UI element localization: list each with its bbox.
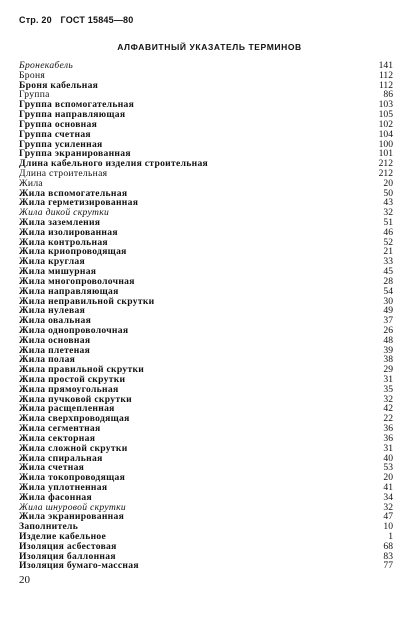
entry-page: 36 xyxy=(383,423,393,435)
entry-page: 212 xyxy=(378,158,393,170)
entry-page: 112 xyxy=(378,79,393,91)
entry-page: 33 xyxy=(383,256,393,268)
entry-page: 41 xyxy=(383,481,393,493)
entry-page: 28 xyxy=(383,275,393,287)
entry-page: 46 xyxy=(383,226,393,238)
entry-page: 32 xyxy=(383,393,393,405)
entry-page: 49 xyxy=(383,305,393,317)
entry-page: 50 xyxy=(383,187,393,199)
entry-page: 20 xyxy=(383,177,393,189)
entry-page: 22 xyxy=(383,413,393,425)
entry-page: 48 xyxy=(383,334,393,346)
entry-term: Жила простой скрутки xyxy=(19,374,126,385)
entry-page: 101 xyxy=(378,148,393,160)
entry-page: 45 xyxy=(383,266,393,278)
entry-term: Изоляция асбестовая xyxy=(19,540,117,552)
entry-page: 212 xyxy=(378,167,393,179)
entry-term: Длина кабельного изделия строительная xyxy=(19,158,209,170)
entry-page: 52 xyxy=(383,236,393,248)
entry-term: Жила уплотненная xyxy=(19,481,108,493)
entry-page: 43 xyxy=(383,197,393,209)
entry-page: 141 xyxy=(378,60,393,71)
entry-term: Группа направляющая xyxy=(19,109,126,121)
entry-term: Жила xyxy=(19,177,43,189)
entry-term: Жила расщепленная xyxy=(19,403,115,415)
entry-term: Длина строительная xyxy=(19,167,108,179)
entry-page: 31 xyxy=(383,374,393,385)
index-entry xyxy=(19,561,393,571)
entry-page: 83 xyxy=(383,550,393,562)
entry-page: 102 xyxy=(378,118,393,130)
entry-term: Жила сверхпроводящая xyxy=(19,413,130,425)
index-entry xyxy=(19,61,393,71)
index-entry xyxy=(19,346,393,356)
entry-term: Группа экранированная xyxy=(19,148,131,160)
entry-term: Жила правильной скрутки xyxy=(19,364,145,376)
entry-term: Группа вспомогательная xyxy=(19,99,135,111)
entry-term: Жила вспомогательная xyxy=(19,187,128,199)
entry-page: 47 xyxy=(383,511,393,523)
entry-term: Жила криопроводящая xyxy=(19,246,127,258)
entry-term: Жила контрольная xyxy=(19,236,108,248)
index-entry xyxy=(19,81,393,91)
entry-term: Жила основная xyxy=(19,334,91,346)
entry-term: Жила мишурная xyxy=(19,266,97,278)
entry-page: 37 xyxy=(383,315,393,327)
page-number: 20 xyxy=(19,574,30,586)
entry-term: Жила дикой скрутки xyxy=(19,207,110,219)
entry-page: 32 xyxy=(383,207,393,219)
entry-page: 20 xyxy=(383,472,393,484)
entry-page: 39 xyxy=(383,344,393,356)
page-prefix: Стр. 20 xyxy=(19,15,52,25)
term-index-list xyxy=(19,61,393,571)
entry-page: 68 xyxy=(383,540,393,552)
entry-term: Жила шнуровой скрутки xyxy=(19,501,127,513)
entry-term: Жила сложной скрутки xyxy=(19,442,128,454)
entry-term: Жила овальная xyxy=(19,315,92,327)
entry-term: Жила фасонная xyxy=(19,491,93,503)
entry-term: Группа счетная xyxy=(19,128,91,140)
entry-page: 53 xyxy=(383,462,393,474)
entry-page: 21 xyxy=(383,246,393,258)
entry-term: Жила секторная xyxy=(19,432,96,444)
entry-page: 112 xyxy=(378,69,393,81)
entry-term: Заполнитель xyxy=(19,521,79,533)
entry-page: 29 xyxy=(383,364,393,376)
entry-term: Жила многопроволочная xyxy=(19,275,135,287)
entry-term: Изоляция бумаго-массная xyxy=(19,560,139,572)
entry-term: Жила спиральная xyxy=(19,452,103,464)
entry-term: Группа xyxy=(19,89,50,101)
standard-code: ГОСТ 15845—80 xyxy=(60,15,134,25)
entry-term: Жила токопроводящая xyxy=(19,472,126,484)
entry-term: Жила неправильной скрутки xyxy=(19,295,155,307)
entry-page: 40 xyxy=(383,452,393,464)
entry-term: Группа усиленная xyxy=(19,138,103,150)
entry-page: 38 xyxy=(383,354,393,366)
entry-term: Жила герметизированная xyxy=(19,197,139,209)
entry-term: Жила направляющая xyxy=(19,285,119,297)
entry-term: Изоляция баллонная xyxy=(19,550,116,562)
entry-term: Жила полая xyxy=(19,354,76,366)
entry-page: 77 xyxy=(383,560,393,572)
entry-term: Изделие кабельное xyxy=(19,531,107,542)
entry-term: Жила изолированная xyxy=(19,226,118,238)
index-entry xyxy=(19,169,393,179)
entry-term: Жила однопроволочная xyxy=(19,324,129,336)
entry-page: 30 xyxy=(383,295,393,307)
entry-page: 32 xyxy=(383,501,393,513)
entry-term: Жила экранированная xyxy=(19,511,125,523)
entry-term: Группа основная xyxy=(19,118,98,130)
entry-term: Жила плетеная xyxy=(19,344,91,356)
entry-term: Жила сегментная xyxy=(19,423,101,435)
entry-page: 100 xyxy=(378,138,393,150)
entry-page: 31 xyxy=(383,442,393,454)
entry-page: 103 xyxy=(378,99,393,111)
entry-term: Жила пучковой скрутки xyxy=(19,393,132,405)
entry-page: 54 xyxy=(383,285,393,297)
entry-term: Жила круглая xyxy=(19,256,85,268)
entry-term: Жила прямоугольная xyxy=(19,383,119,395)
entry-term: Броня xyxy=(19,69,46,81)
entry-page: 104 xyxy=(378,128,393,140)
entry-page: 10 xyxy=(383,521,393,533)
index-title: АЛФАВИТНЫЙ УКАЗАТЕЛЬ ТЕРМИНОВ xyxy=(117,42,302,52)
entry-page: 105 xyxy=(378,109,393,121)
entry-page: 36 xyxy=(383,432,393,444)
entry-page: 35 xyxy=(383,383,393,395)
entry-page: 34 xyxy=(383,491,393,503)
entry-page: 26 xyxy=(383,324,393,336)
entry-term: Бронекабель xyxy=(19,60,74,71)
entry-term: Жила счетная xyxy=(19,462,85,474)
running-header xyxy=(19,15,139,25)
entry-page: 1 xyxy=(388,531,393,542)
entry-term: Броня кабельная xyxy=(19,79,99,91)
entry-page: 51 xyxy=(383,217,393,228)
entry-page: 86 xyxy=(383,89,393,101)
entry-page: 42 xyxy=(383,403,393,415)
entry-term: Жила заземления xyxy=(19,217,101,228)
entry-term: Жила нулевая xyxy=(19,305,86,317)
